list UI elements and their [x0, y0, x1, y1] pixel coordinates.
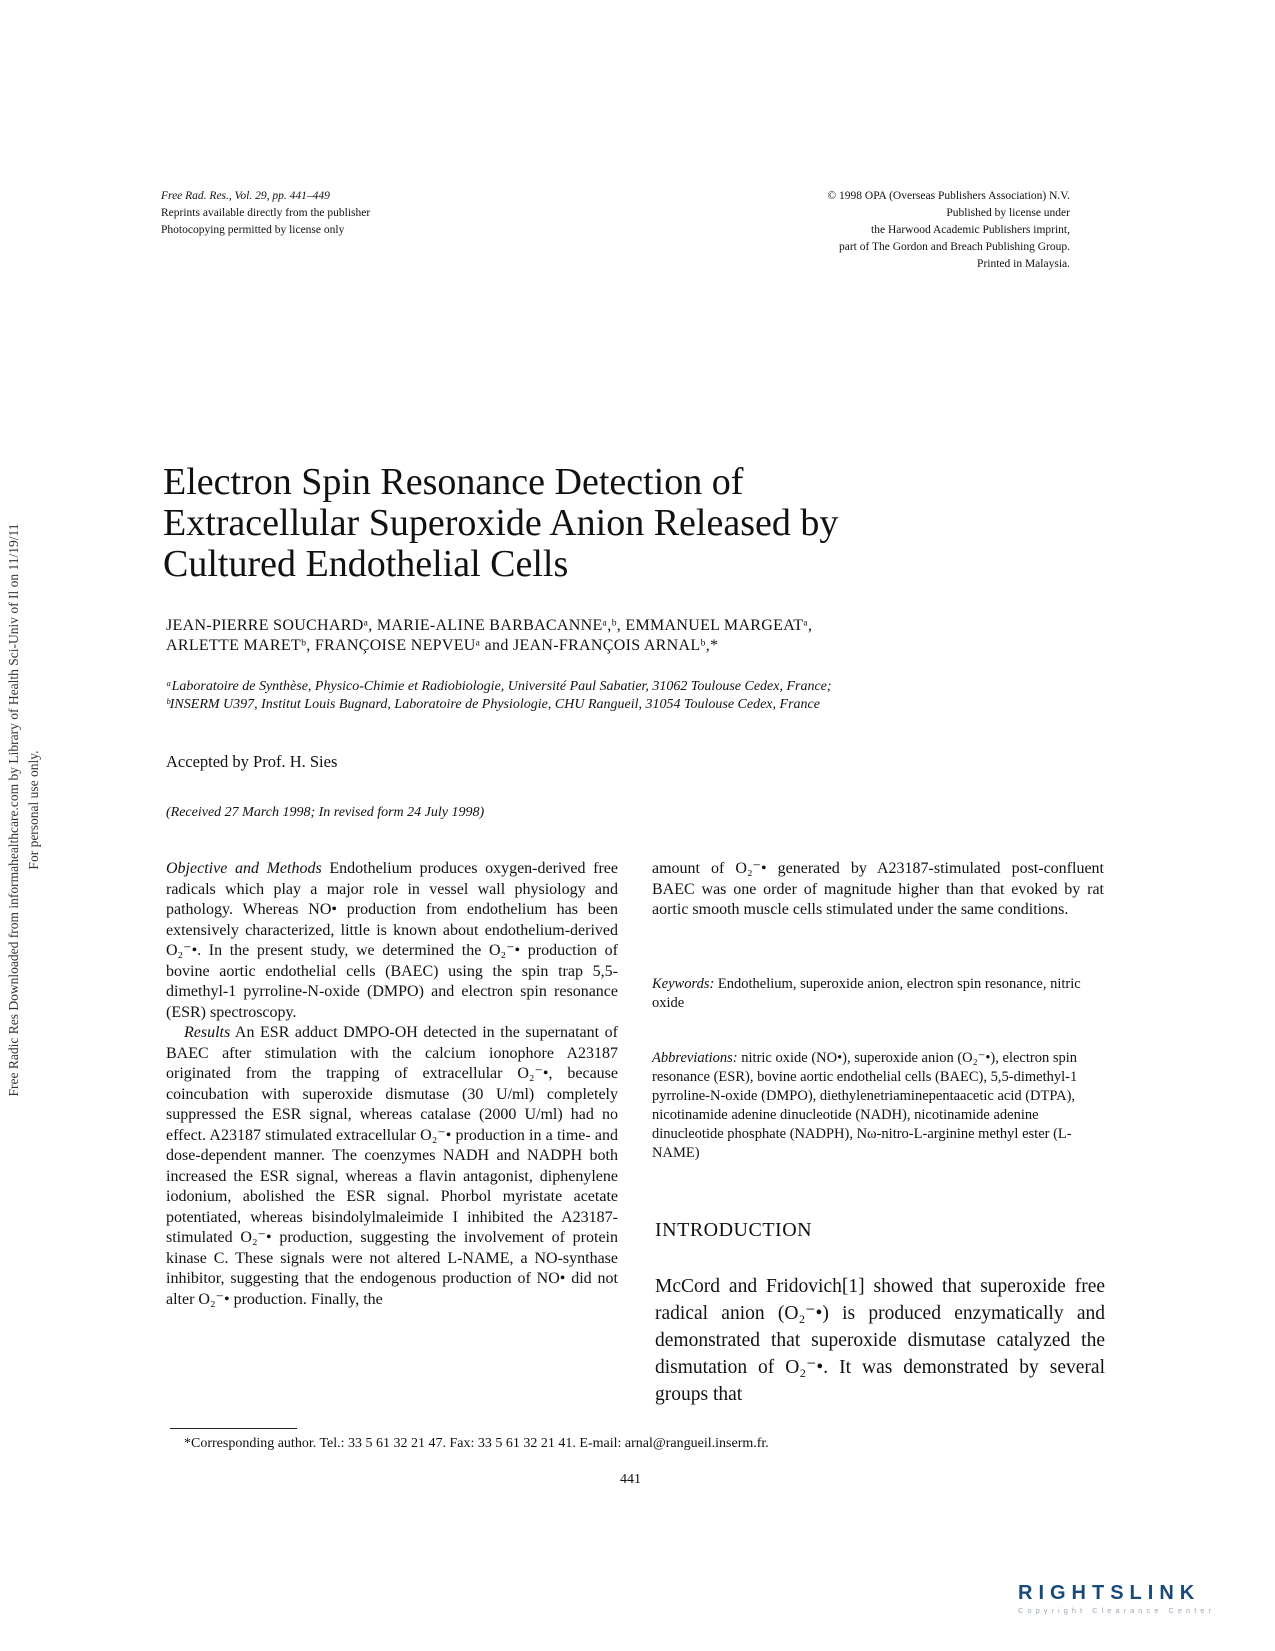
abstract-objective — [166, 859, 618, 1023]
abbreviations — [652, 1049, 1087, 1163]
results-text: An ESR adduct DMPO-OH detected in the supernatant of BAEC after stimulation with the calcium ionophore A23187 originated from the trapping of extracellular O₂⁻•, because coincubation with superoxide dismutase (30 U/ml) completely suppressed the ESR signal, whereas catalase (2000 U/ml) had no effect. A23187 stimulated extracellular O₂⁻• production in a time- and dose-dependent manner. The coenzymes NADH and NADPH both increased the ESR signal, whereas a flavin antagonist, diphenylene iodonium, abolished the ESR signal. Phorbol myristate acetate potentiated, whereas bisindolylmaleimide I inhibited the A23187-stimulated O₂⁻• production, suggesting the involvement of protein kinase C. These signals were not altered L-NAME, a NO-synthase inhibitor, suggesting that the endogenous production of NO• did not alter O₂⁻• production. Finally, the — [166, 1024, 618, 1308]
title-line-3: Cultured Endothelial Cells — [163, 543, 569, 585]
received-dates: (Received 27 March 1998; In revised form 24 July 1998) — [166, 805, 485, 820]
rightslink-logo-graphic — [1018, 1577, 1240, 1617]
abstract-results — [166, 1023, 618, 1310]
title-line-1: Electron Spin Resonance Detection of — [163, 461, 744, 503]
abstract-continuation: amount of O₂⁻• generated by A23187-stimulated post-confluent BAEC was one order of magnitude higher than that evoked by rat aortic smooth muscle cells stimulated under the same conditions. — [652, 860, 1104, 918]
introduction-text: McCord and Fridovich[1] showed that superoxide free radical anion (O₂⁻•) is produced enzymatically and demonstrated that superoxide dismutase catalyzed the dismutation of O₂⁻•. It was demonstrated by several groups that — [655, 1276, 1105, 1405]
affiliation-a: ᵃLaboratoire de Synthèse, Physico-Chimie et Radiobiologie, Université Paul Sabatier, 31062 Toulouse Cedex, France; — [166, 679, 832, 694]
watermark-line-2: For personal use only. — [26, 750, 41, 870]
abbreviations-label: Abbreviations: — [652, 1050, 738, 1066]
title-line-2: Extracellular Superoxide Anion Released by — [163, 502, 839, 544]
citation-line-2: Reprints available directly from the publisher — [161, 207, 371, 219]
objective-text: Endothelium produces oxygen-derived free radicals which play a major role in vessel wall physiology and pathology. Whereas NO• production from endothelium has been extensively characterized, little is known about endothelium-derived O₂⁻•. In the present study, we determined the O₂⁻• production of bovine aortic endothelial cells (BAEC) using the spin trap 5,5-dimethyl-1 pyrroline-N-oxide (DMPO) and electron spin resonance (ESR) spectroscopy. — [166, 860, 618, 1021]
citation-line-1: Free Rad. Res., Vol. 29, pp. 441–449 — [161, 190, 330, 202]
abbreviations-text: nitric oxide (NO•), superoxide anion (O₂⁻•), electron spin resonance (ESR), bovine aortic endothelial cells (BAEC), 5,5-dimethyl-1 pyrroline-N-oxide (DMPO), diethylenetriaminepentaacetic acid (DTPA), nicotinamide adenine dinucleotide (NADH), nicotinamide adenine dinucleotide phosphate (NADPH), Nω-nitro-L-arginine methyl ester (L-NAME) — [652, 1050, 1078, 1161]
affiliation-b: ᵇINSERM U397, Institut Louis Bugnard, Laboratoire de Physiologie, CHU Rangueil, 31054 Toulouse Cedex, France — [166, 697, 820, 712]
watermark-line-1: Free Radic Res Downloaded from informahealthcare.com by Library of Health Sci-Univ of Il on 11/19/11 — [6, 523, 21, 1097]
article-title — [163, 462, 1123, 585]
publisher-line-4: part of The Gordon and Breach Publishing Group. — [838, 241, 1070, 253]
publisher-line-1: © 1998 OPA (Overseas Publishers Association) N.V. — [827, 190, 1070, 202]
results-label: Results — [184, 1024, 231, 1041]
publisher-line-2: Published by license under — [946, 207, 1070, 219]
footnote-rule — [170, 1428, 297, 1429]
authors-line-1: JEAN-PIERRE SOUCHARDᵃ, MARIE-ALINE BARBACANNEᵃ,ᵇ, EMMANUEL MARGEATᵃ, — [166, 617, 813, 634]
corresponding-author-footnote: *Corresponding author. Tel.: 33 5 61 32 21 47. Fax: 33 5 61 32 21 41. E-mail: arnal@rangueil.inserm.fr. — [184, 1436, 769, 1451]
authors-line-2: ARLETTE MARETᵇ, FRANÇOISE NEPVEUᵃ and JEAN-FRANÇOIS ARNALᵇ,* — [166, 637, 719, 654]
keywords — [652, 975, 1104, 1013]
affiliations — [166, 678, 832, 714]
keywords-label: Keywords: — [652, 976, 715, 992]
download-watermark — [4, 440, 44, 1180]
abstract-left-column — [166, 859, 618, 1310]
page-number: 441 — [620, 1472, 641, 1487]
publisher-line-3: the Harwood Academic Publishers imprint, — [871, 224, 1070, 236]
rightslink-wordmark: RIGHTSLINK — [1018, 1582, 1201, 1604]
author-list — [166, 616, 812, 656]
keywords-text: Endothelium, superoxide anion, electron spin resonance, nitric oxide — [652, 976, 1081, 1011]
introduction-heading: INTRODUCTION — [655, 1219, 813, 1241]
rightslink-tagline: Copyright Clearance Center — [1018, 1606, 1215, 1615]
publisher-notice — [827, 188, 1070, 273]
objective-label: Objective and Methods — [166, 860, 322, 877]
publisher-line-5: Printed in Malaysia. — [977, 258, 1070, 270]
rightslink-logo[interactable] — [1018, 1577, 1240, 1622]
accepted-by: Accepted by Prof. H. Sies — [166, 752, 338, 771]
citation-line-3: Photocopying permitted by license only — [161, 224, 345, 236]
journal-citation — [161, 188, 370, 239]
